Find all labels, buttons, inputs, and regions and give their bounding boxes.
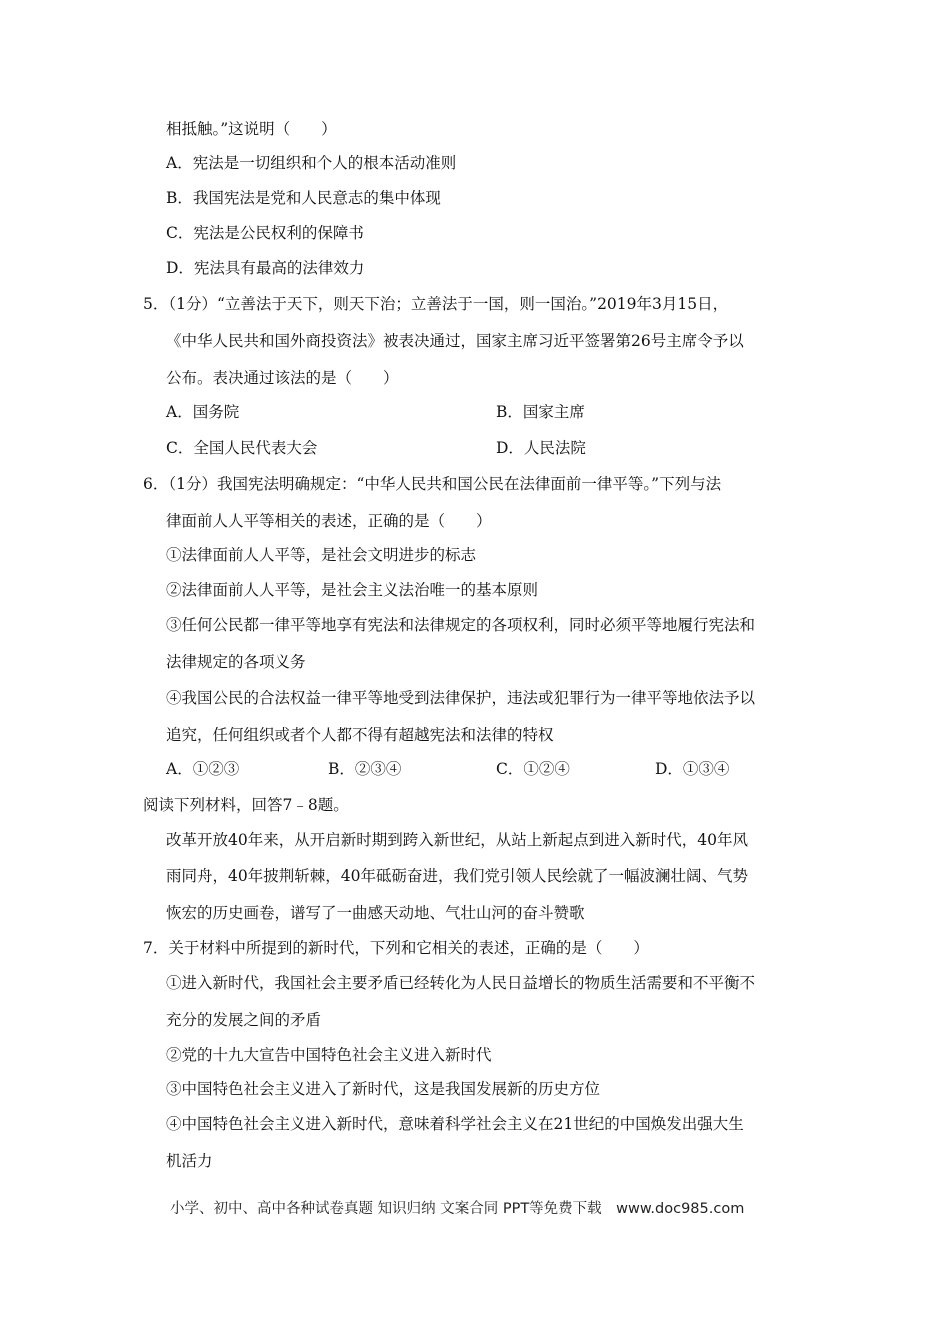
q6-item-4: ④我国公民的合法权益一律平等地受到法律保护，违法或犯罪行为一律平等地依法予以 [166,689,756,707]
q5-stem-line1: 5．（1分）“立善法于天下，则天下治；立善法于一国，则一国治。”2019年3月15日， [143,295,729,313]
q6-option-b: B．②③④ [328,760,402,778]
q6-item-2: ②法律面前人人平等，是社会主义法治唯一的基本原则 [166,581,539,599]
material-line3: 恢宏的历史画卷，谱写了一曲感天动地、气壮山河的奋斗赞歌 [166,904,585,922]
q5-stem-line2: 《中华人民共和国外商投资法》被表决通过，国家主席习近平签署第26号主席令予以 [166,332,744,350]
q5-option-c: C．全国人民代表大会 [166,439,318,457]
q6-stem-line1: 6．（1分）我国宪法明确规定：“中华人民共和国公民在法律面前一律平等。”下列与法 [143,475,722,493]
q4-option-b: B．我国宪法是党和人民意志的集中体现 [166,189,441,207]
q6-item-3-cont: 法律规定的各项义务 [166,653,306,671]
q4-stem-tail: 相抵触。”这说明（ ） [166,120,337,138]
q6-option-a: A．①②③ [166,760,240,778]
q4-option-c: C．宪法是公民权利的保障书 [166,224,364,242]
q7-item-4: ④中国特色社会主义进入新时代，意味着科学社会主义在21世纪的中国焕发出强大生 [166,1115,744,1133]
q7-stem: 7．关于材料中所提到的新时代，下列和它相关的表述，正确的是（ ） [143,939,649,957]
q6-item-3: ③任何公民都一律平等地享有宪法和法律规定的各项权利，同时必须平等地履行宪法和 [166,616,756,634]
q7-item-4-cont: 机活力 [166,1152,213,1170]
q7-item-1: ①进入新时代，我国社会主要矛盾已经转化为人民日益增长的物质生活需要和不平衡不 [166,974,756,992]
q5-option-d: D．人民法院 [496,439,586,457]
q7-item-2: ②党的十九大宣告中国特色社会主义进入新时代 [166,1046,492,1064]
reading-intro: 阅读下列材料，回答7﹣8题。 [143,796,349,814]
q5-stem-line3: 公布。表决通过该法的是（ ） [166,369,399,387]
q5-option-a: A．国务院 [166,403,240,421]
q6-stem-line2: 律面前人人平等相关的表述，正确的是（ ） [166,512,492,530]
q6-item-1: ①法律面前人人平等，是社会文明进步的标志 [166,546,477,564]
q6-item-4-cont: 追究，任何组织或者个人都不得有超越宪法和法律的特权 [166,726,554,744]
q6-option-d: D．①③④ [655,760,730,778]
footer-promo-text: 小学、初中、高中各种试卷真题 知识归纳 文案合同 PPT等免费下载 www.doc985.com [170,1201,745,1217]
material-line2: 雨同舟，40年披荆斩棘，40年砥砺奋进，我们党引领人民绘就了一幅波澜壮阔、气势 [166,867,748,885]
q7-item-1-cont: 充分的发展之间的矛盾 [166,1011,322,1029]
q5-option-b: B．国家主席 [496,403,585,421]
q4-option-d: D．宪法具有最高的法律效力 [166,259,365,277]
q7-item-3: ③中国特色社会主义进入了新时代，这是我国发展新的历史方位 [166,1080,601,1098]
q6-option-c: C．①②④ [496,760,570,778]
material-line1: 改革开放40年来，从开启新时期到跨入新世纪，从站上新起点到进入新时代，40年风 [166,831,748,849]
q4-option-a: A．宪法是一切组织和个人的根本活动准则 [166,154,457,172]
